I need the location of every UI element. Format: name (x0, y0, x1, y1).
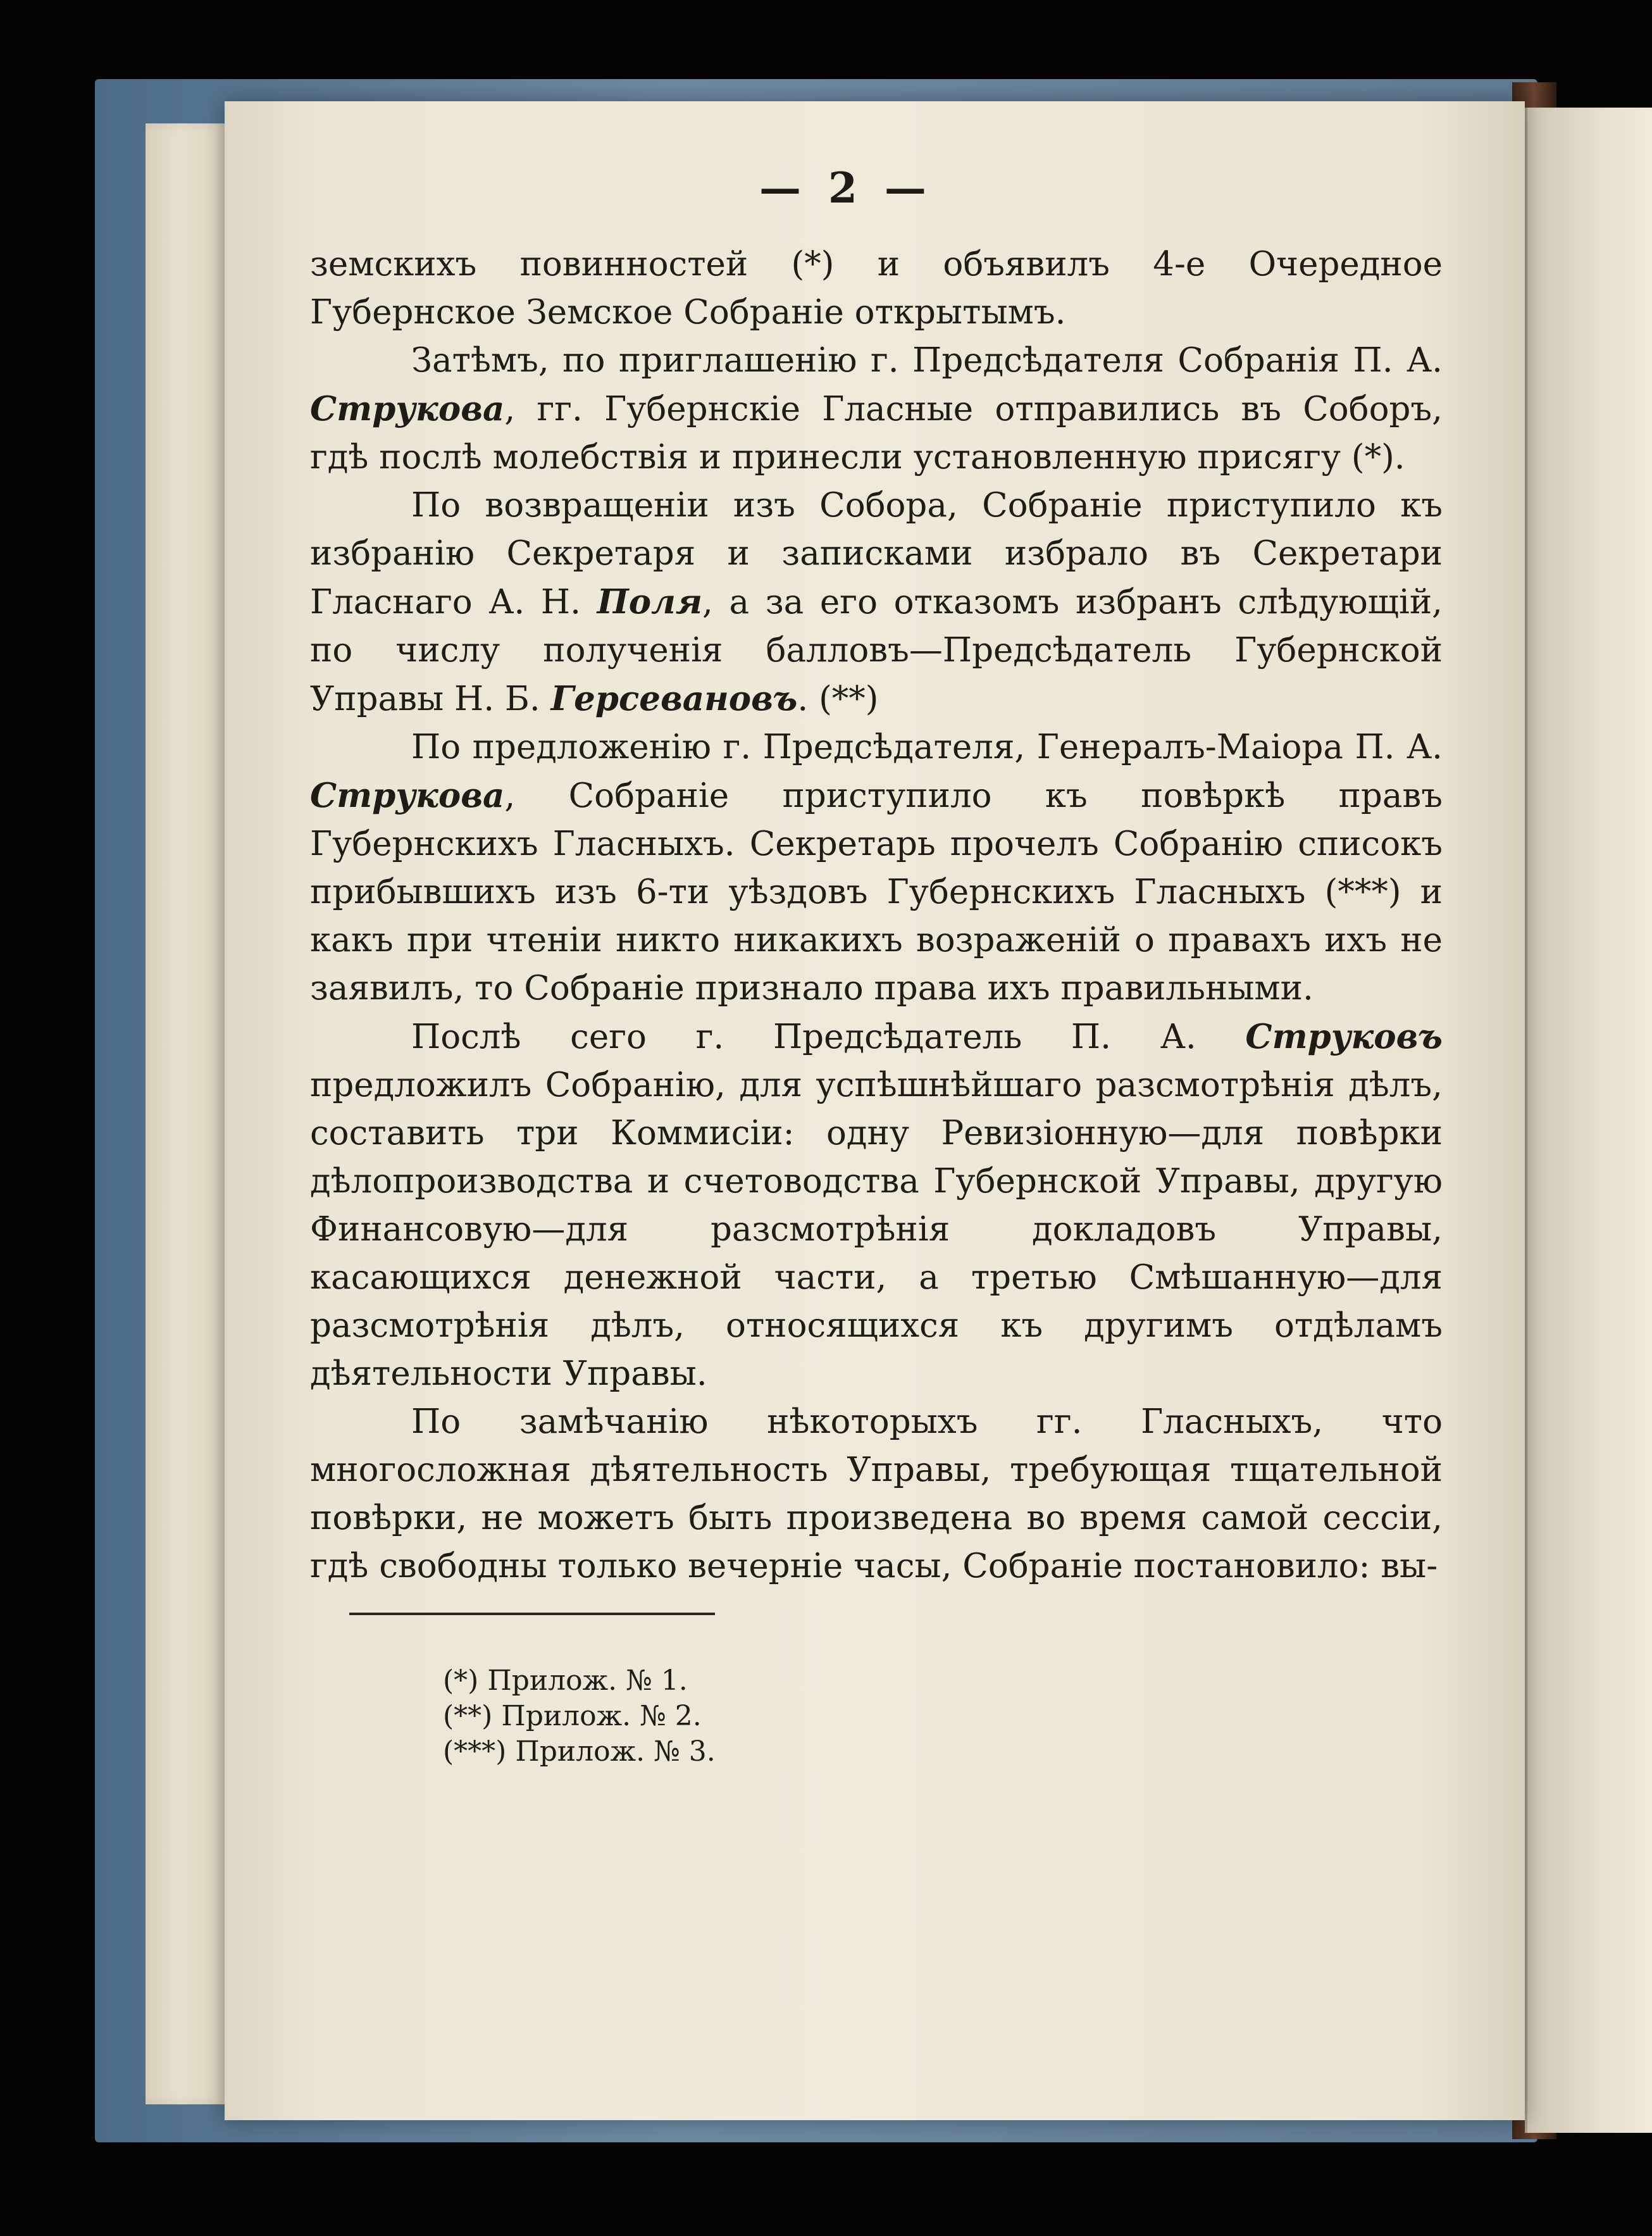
footnote: (**) Прилож. № 2. (443, 1700, 702, 1732)
previous-page-edges (146, 123, 228, 2104)
text-run: предложилъ Собранію, для успѣшнѣйшаго разсмотрѣнія дѣлъ, составить три Коммисіи: одну Ревизіонную—для повѣрки дѣлопроизводства и счетоводства Губернской Управы, другую Финансовую—для разсмотрѣнія докладовъ Управы, касающихся денежной части, а третью Смѣшанную—для разсмотрѣнія дѣлъ, относящихся къ другимъ отдѣламъ дѣятельности Управы. (310, 1066, 1443, 1393)
text-run: , гг. Губернскіе Гласные отправились въ Соборъ, гдѣ послѣ молебствія и принесли установленную присягу (*). (310, 390, 1443, 477)
body-text (310, 240, 1443, 1590)
paragraph (310, 240, 1443, 337)
person-name: Струковъ (1245, 1017, 1443, 1056)
adjacent-page-edge (1525, 108, 1652, 2133)
footnote: (*) Прилож. № 1. (443, 1665, 688, 1697)
person-name: Герсевановъ (550, 679, 798, 718)
paragraph (310, 1398, 1443, 1590)
text-run: Затѣмъ, по приглашенію г. Предсѣдателя Собранія П. А. (411, 341, 1443, 380)
person-name: Струкова (310, 776, 505, 815)
page-number: — 2 — (759, 163, 933, 213)
text-run: Послѣ сего г. Предсѣдатель П. А. (411, 1018, 1246, 1056)
paragraph (310, 337, 1443, 482)
paragraph (310, 482, 1443, 723)
footnote: (***) Прилож. № 3. (443, 1735, 716, 1768)
text-run: земскихъ повинностей (*) и объявилъ 4-е Очередное Губернское Земское Собраніе открытымъ. (310, 245, 1443, 332)
text-run: , а за его отказомъ избранъ слѣдующій, по числу полученія балловъ—Предсѣдатель Губернской Управы Н. Б. (310, 583, 1443, 718)
paragraph (310, 1013, 1443, 1398)
paragraph (310, 723, 1443, 1013)
person-name: Поля (597, 582, 703, 621)
text-run: . (**) (797, 680, 879, 718)
footnotes (443, 1663, 716, 1770)
footnote-divider (349, 1613, 715, 1615)
text-run: По предложенію г. Предсѣдателя, Генералъ-Маіора П. А. (411, 728, 1443, 766)
person-name: Струкова (310, 389, 505, 428)
text-run: По замѣчанію нѣкоторыхъ гг. Гласныхъ, что многосложная дѣятельность Управы, требующая тщательной повѣрки, не можетъ быть произведена во время самой сессіи, гдѣ свободны только вечерніе часы, Собраніе постановило: вы- (310, 1402, 1443, 1585)
text-run: По возвращеніи изъ Собора, Собраніе приступило къ избранію Секретаря и записками избрало въ Секретари Гласнаго А. Н. (310, 486, 1443, 621)
text-run: , Собраніе приступило къ повѣркѣ правъ Губернскихъ Гласныхъ. Секретарь прочелъ Собранію списокъ прибывшихъ изъ 6-ти уѣздовъ Губернскихъ Гласныхъ (***) и какъ при чтеніи никто никакихъ возраженій о правахъ ихъ не заявилъ, то Собраніе признало права ихъ правильными. (310, 777, 1443, 1008)
